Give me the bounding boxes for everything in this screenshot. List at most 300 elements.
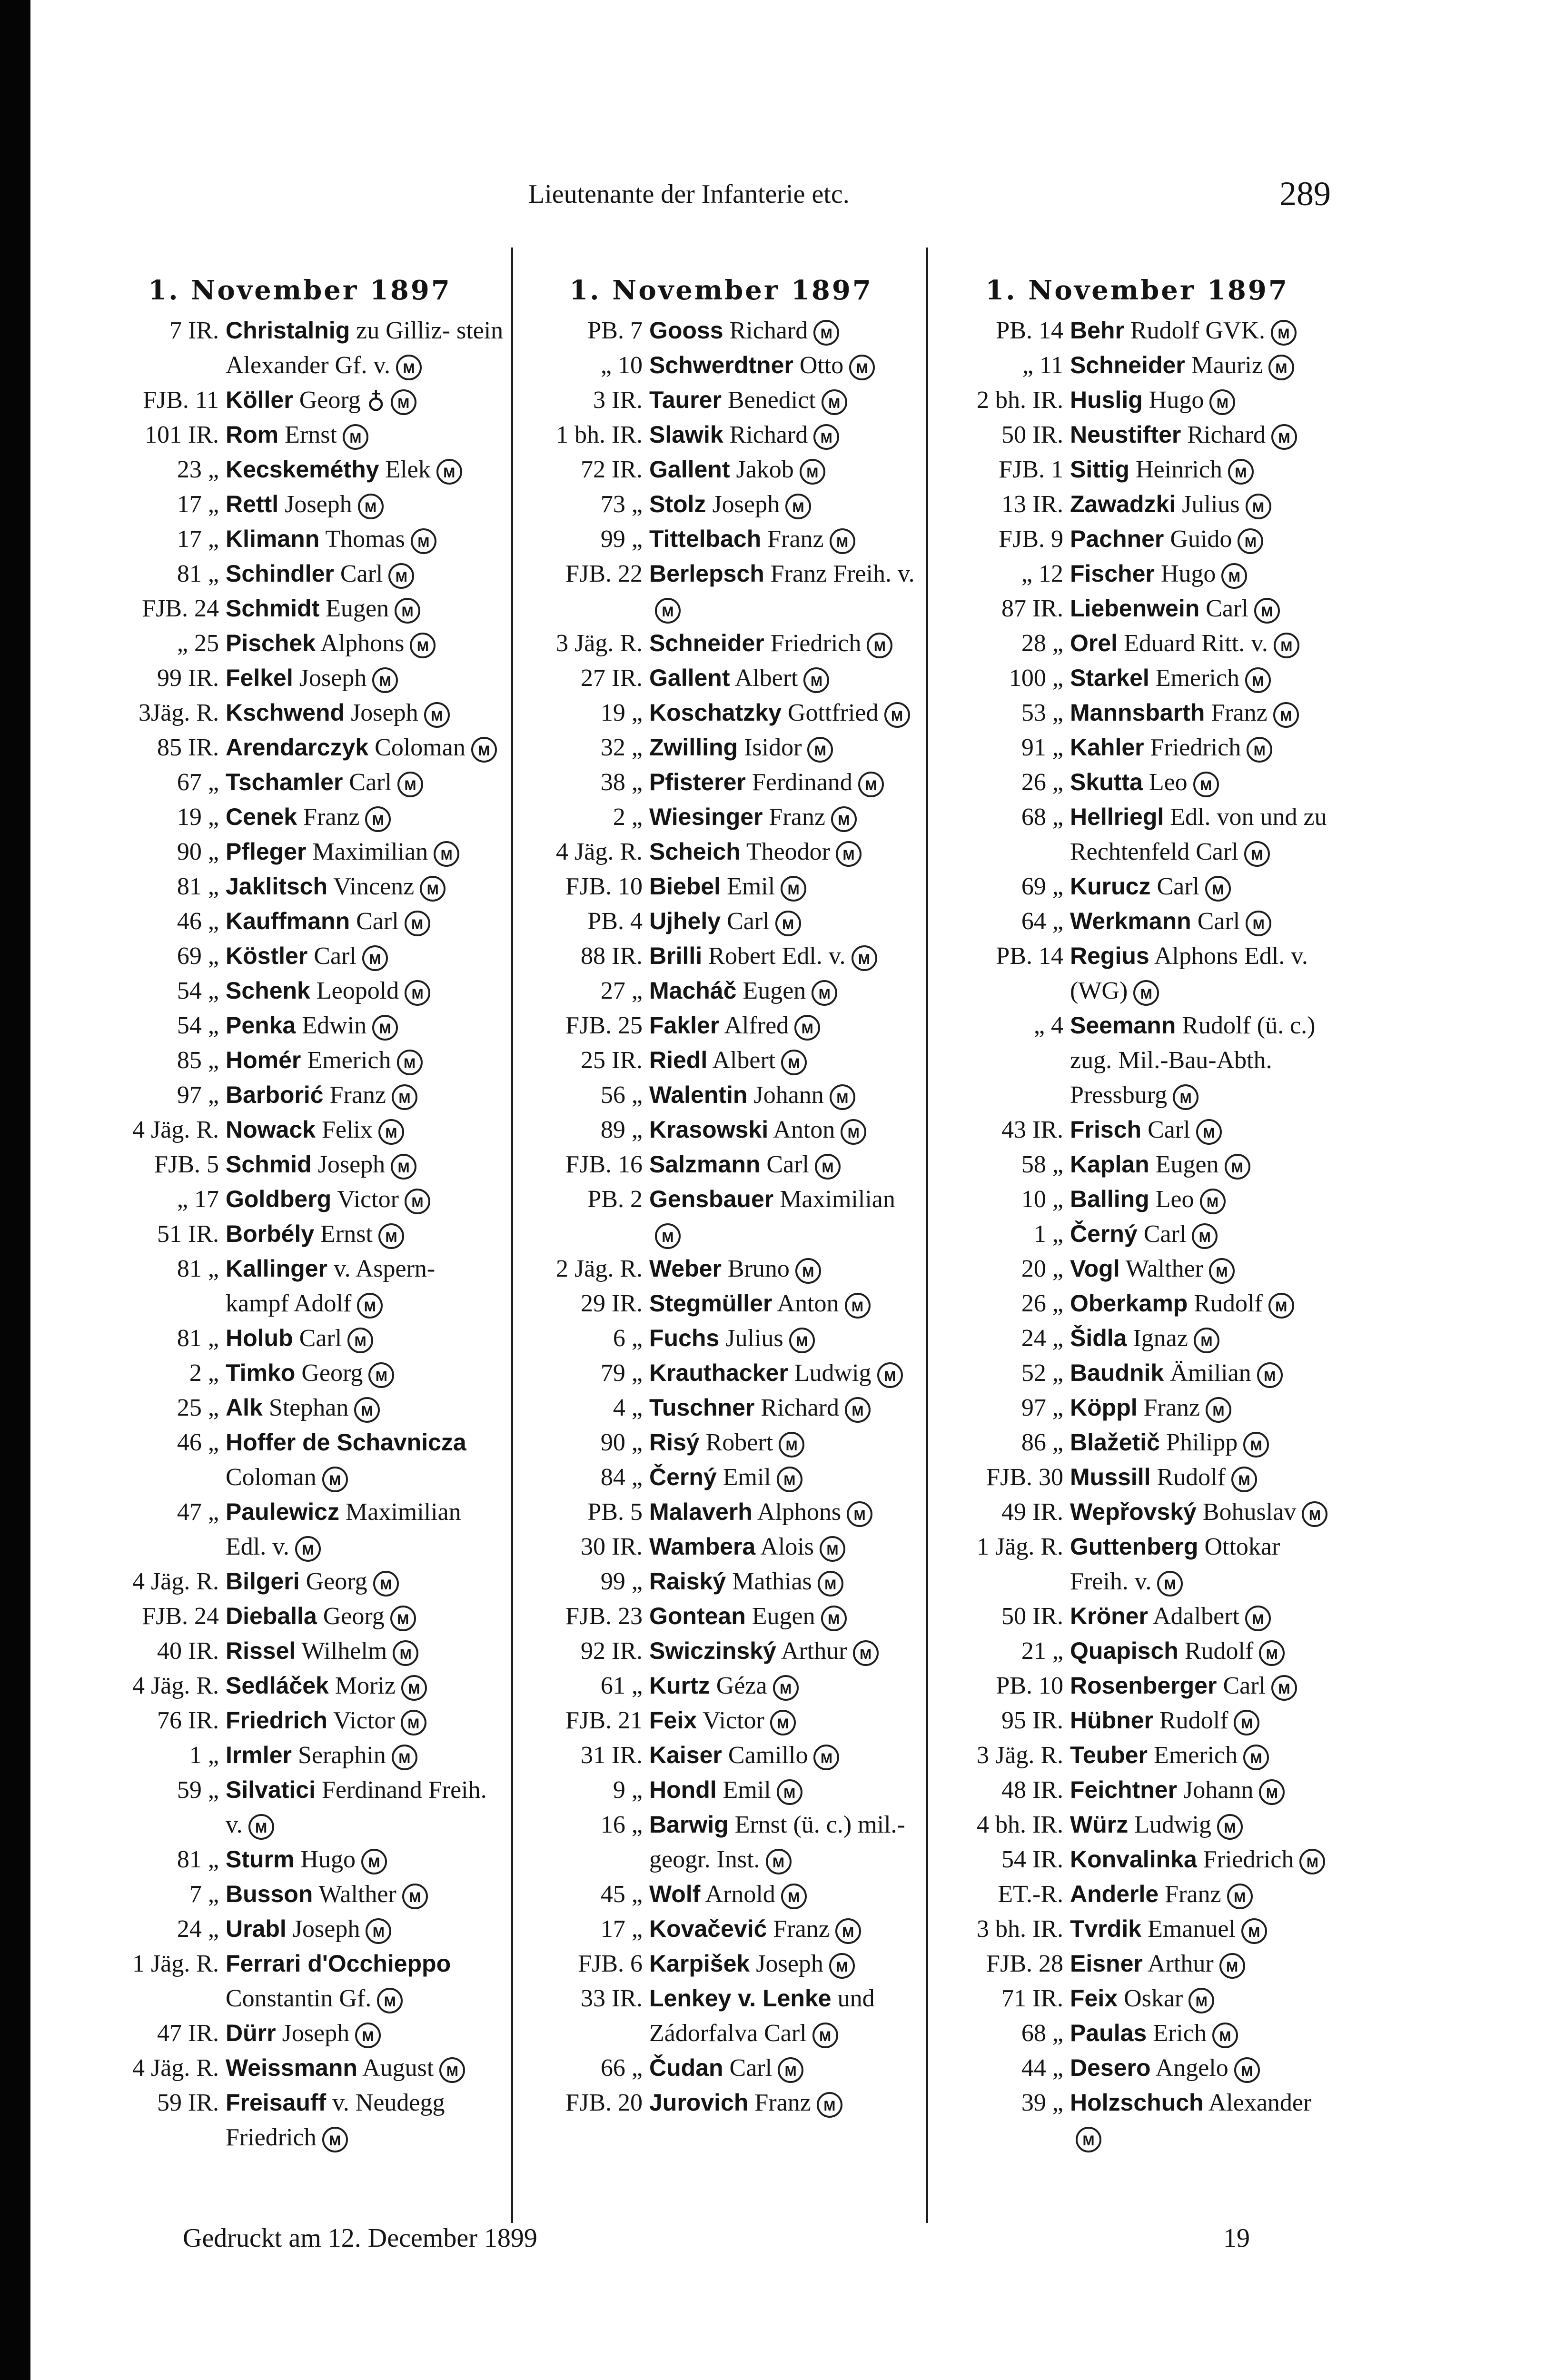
unit-label: 1 Jäg. R. <box>132 1950 219 1977</box>
surname: Weber <box>649 1255 722 1282</box>
merit-badge-icon: M <box>835 1918 861 1944</box>
merit-badge-icon: M <box>401 1675 427 1701</box>
merit-badge-icon: M <box>322 1467 348 1492</box>
merit-badge-icon: M <box>829 1953 855 1979</box>
merit-badge-icon: M <box>1271 320 1297 346</box>
list-item <box>519 1008 923 1043</box>
given-name: August <box>362 2054 434 2082</box>
list-item <box>95 1390 505 1425</box>
given-name: Richard <box>729 421 808 448</box>
merit-badge-icon: M <box>1234 1710 1259 1735</box>
merit-badge-icon: M <box>789 1328 815 1353</box>
list-item <box>95 834 505 869</box>
given-name: Friedrich <box>1203 1846 1294 1873</box>
merit-badge-icon: M <box>795 1258 821 1284</box>
list-item <box>935 904 1339 939</box>
entry-text <box>226 904 505 939</box>
column-heading: 1. November 1897 <box>569 275 873 306</box>
merit-badge-icon: M <box>368 1362 394 1388</box>
list-item <box>519 1599 923 1634</box>
list-item <box>95 695 505 730</box>
merit-badge-icon: M <box>813 320 839 346</box>
surname: Stolz <box>649 491 706 517</box>
list-item <box>95 1078 505 1112</box>
given-name: Eugen <box>1155 1151 1219 1178</box>
given-name: Franz <box>773 1915 830 1943</box>
entry-text <box>649 939 923 973</box>
merit-badge-icon: M <box>831 806 857 832</box>
list-item <box>935 1321 1339 1356</box>
list-item <box>935 730 1339 765</box>
list-item <box>519 1460 923 1495</box>
merit-badge-icon: M <box>1302 1501 1327 1527</box>
unit-label: 4 Jäg. R. <box>556 838 643 865</box>
list-item <box>935 487 1339 522</box>
given-name: Carl <box>1157 873 1199 900</box>
list-item <box>95 765 505 800</box>
unit-label: 91 „ <box>1021 734 1063 761</box>
unit-label: 87 IR. <box>1001 595 1063 622</box>
list-item <box>519 1286 923 1321</box>
entry-text <box>1070 1321 1339 1356</box>
list-item <box>519 1981 923 2051</box>
unit-label: 49 IR. <box>1001 1498 1063 1526</box>
surname: Taurer <box>649 387 722 413</box>
surname: Sittig <box>1070 456 1129 483</box>
surname: Koschatzky <box>649 699 782 726</box>
given-name: Alphons <box>757 1498 842 1526</box>
list-item <box>519 1912 923 1946</box>
merit-badge-icon: M <box>436 459 462 485</box>
entry-text <box>649 834 923 869</box>
surname: Šidla <box>1070 1325 1127 1351</box>
list-item <box>95 1773 505 1842</box>
merit-badge-icon: M <box>1244 841 1270 867</box>
unit-label: 30 IR. <box>581 1533 643 1560</box>
list-item <box>935 1773 1339 1807</box>
unit-label: 97 „ <box>177 1081 219 1109</box>
unit-label: 4 Jäg. R. <box>132 1568 219 1595</box>
list-item <box>95 2085 505 2155</box>
entry-text <box>1070 2085 1339 2155</box>
entry-text <box>226 417 505 452</box>
given-name: Vincenz <box>333 873 415 900</box>
surname: Hondl <box>649 1776 717 1803</box>
merit-badge-icon: M <box>1247 737 1272 763</box>
unit-label: 24 „ <box>1021 1325 1063 1352</box>
given-name: Ernst <box>320 1220 373 1248</box>
unit-label: PB. 14 <box>996 317 1063 344</box>
given-name: Eugen <box>752 1603 815 1630</box>
merit-badge-icon: M <box>1271 1675 1297 1701</box>
merit-badge-icon: M <box>402 1884 428 1909</box>
unit-label: „ 10 <box>600 352 643 379</box>
merit-badge-icon: M <box>401 1710 426 1735</box>
list-item <box>519 1668 923 1703</box>
entry-text <box>649 1668 923 1703</box>
unit-label: 56 „ <box>600 1081 643 1109</box>
merit-badge-icon: M <box>1245 667 1271 693</box>
entry-text <box>226 1773 505 1842</box>
given-name: Emanuel <box>1148 1915 1236 1943</box>
entry-text <box>649 800 923 834</box>
entry-text <box>226 1008 505 1043</box>
unit-label: 1 „ <box>189 1742 219 1769</box>
given-name: Isidor <box>744 734 802 761</box>
entry-text <box>649 1147 923 1182</box>
scan-edge-bar <box>0 0 30 2380</box>
entry-text <box>649 522 923 556</box>
given-name: Géza <box>716 1672 767 1699</box>
merit-badge-icon: M <box>1271 424 1297 450</box>
list-item <box>935 313 1339 348</box>
given-name: Franz <box>1165 1881 1221 1908</box>
surname: Guttenberg <box>1070 1533 1198 1560</box>
given-name: Felix <box>321 1116 373 1143</box>
unit-label: 50 IR. <box>1001 421 1063 448</box>
list-item <box>935 1008 1339 1112</box>
merit-badge-icon: M <box>853 1640 879 1666</box>
merit-badge-icon: M <box>366 1918 391 1944</box>
unit-label: 81 „ <box>177 1325 219 1352</box>
merit-badge-icon: M <box>361 1849 387 1874</box>
entry-text <box>1070 1495 1339 1529</box>
entry-text <box>649 1703 923 1738</box>
entry-text <box>226 591 505 626</box>
unit-label: 73 „ <box>600 491 643 518</box>
unit-label: 85 „ <box>177 1047 219 1074</box>
list-item <box>519 1495 923 1529</box>
merit-badge-icon: M <box>877 1362 903 1388</box>
list-item <box>95 1842 505 1877</box>
list-item <box>519 1251 923 1286</box>
unit-label: 45 „ <box>600 1881 643 1908</box>
merit-badge-icon: M <box>820 1536 845 1562</box>
merit-badge-icon: M <box>372 667 398 693</box>
given-name: Anton <box>773 1116 835 1143</box>
list-item <box>95 1008 505 1043</box>
unit-label: 6 „ <box>613 1325 643 1352</box>
entry-text <box>226 1634 505 1668</box>
list-item <box>519 2085 923 2120</box>
given-name: Joseph <box>317 1151 386 1178</box>
surname: Anderle <box>1070 1881 1159 1907</box>
merit-badge-icon: M <box>773 1675 799 1701</box>
merit-badge-icon: M <box>1205 876 1231 902</box>
entry-text <box>649 1251 923 1286</box>
surname: Cenek <box>226 803 297 830</box>
surname: Würz <box>1070 1811 1129 1838</box>
unit-label: 81 „ <box>177 560 219 587</box>
unit-label: 3 bh. IR. <box>977 1915 1063 1943</box>
merit-badge-icon: M <box>322 2127 348 2152</box>
list-item <box>935 661 1339 695</box>
entry-text <box>649 2085 923 2120</box>
entry-text <box>1070 765 1339 800</box>
merit-badge-icon: M <box>775 911 801 936</box>
unit-label: FJB. 20 <box>565 2089 643 2116</box>
unit-label: PB. 4 <box>587 908 643 935</box>
unit-label: 68 „ <box>1021 803 1063 831</box>
merit-badge-icon: M <box>785 494 811 519</box>
entry-text <box>226 730 505 765</box>
list-item <box>95 869 505 904</box>
given-name: Carl <box>729 2054 772 2082</box>
given-name: Ludwig <box>794 1359 872 1387</box>
unit-label: 88 IR. <box>581 942 643 970</box>
list-item <box>95 1946 505 2016</box>
given-name: Franz <box>303 803 360 831</box>
entry-text <box>1070 661 1339 695</box>
given-name: Constantin Gf. <box>226 1985 372 2012</box>
given-name: Carl <box>299 1325 342 1352</box>
merit-badge-icon: M <box>1133 980 1159 1006</box>
given-name: Alfred <box>724 1012 789 1039</box>
unit-label: 32 „ <box>600 734 643 761</box>
entry-text <box>226 313 505 383</box>
merit-badge-icon: M <box>434 841 459 867</box>
entry-text <box>1070 730 1339 765</box>
unit-label: 81 „ <box>177 1255 219 1282</box>
unit-label: 19 „ <box>177 803 219 831</box>
list-item <box>95 1634 505 1668</box>
unit-label: 46 „ <box>177 908 219 935</box>
merit-badge-icon: M <box>807 737 833 763</box>
entry-text <box>226 1599 505 1634</box>
entry-text <box>649 1529 923 1564</box>
merit-badge-icon: M <box>471 737 497 763</box>
entry-text <box>1070 1912 1339 1946</box>
list-item <box>519 1182 923 1251</box>
page-number: 289 <box>1279 175 1331 213</box>
surname: Wepřovský <box>1070 1498 1197 1525</box>
merit-badge-icon: M <box>1273 702 1299 728</box>
given-name: Ämilian <box>1170 1359 1251 1387</box>
surname: Brilli <box>649 942 703 969</box>
merit-badge-icon: M <box>343 424 368 450</box>
entry-text <box>1070 383 1339 417</box>
entry-text <box>226 1043 505 1078</box>
list-item <box>935 1495 1339 1529</box>
merit-badge-icon: M <box>378 1119 404 1145</box>
entry-text <box>226 1390 505 1425</box>
list-item <box>935 1738 1339 1773</box>
merit-badge-icon: M <box>1238 528 1263 554</box>
unit-label: 76 IR. <box>157 1707 219 1734</box>
unit-label: FJB. 11 <box>143 387 219 414</box>
list-item <box>935 765 1339 800</box>
merit-badge-icon: M <box>1227 1884 1253 1909</box>
entry-text <box>226 973 505 1008</box>
list-item <box>519 973 923 1008</box>
unit-label: 13 IR. <box>1001 491 1063 518</box>
surname: Busson <box>226 1881 313 1907</box>
surname: Baudnik <box>1070 1359 1164 1386</box>
merit-badge-icon: M <box>1221 563 1247 589</box>
given-name: Anton <box>777 1290 839 1317</box>
surname: Desero <box>1070 2054 1151 2081</box>
list-item <box>95 800 505 834</box>
given-name: Franz Freih. v. <box>770 560 915 587</box>
given-name: Coloman <box>226 1464 317 1491</box>
surname: Swiczinský <box>649 1637 776 1664</box>
merit-badge-icon: M <box>1188 1988 1214 2013</box>
given-name: Robert Edl. v. <box>708 942 846 970</box>
entry-text <box>226 1877 505 1912</box>
surname: Riedl <box>649 1047 708 1073</box>
surname: Černý <box>649 1464 717 1490</box>
surname: Sturm <box>226 1846 295 1873</box>
surname: Köller <box>226 387 293 413</box>
entry-text <box>649 1390 923 1425</box>
list-item <box>519 834 923 869</box>
unit-label: PB. 10 <box>996 1672 1063 1699</box>
merit-badge-icon: M <box>1209 389 1235 415</box>
unit-label: 2 bh. IR. <box>977 387 1063 414</box>
given-name: Otto <box>799 352 844 379</box>
list-item <box>519 1078 923 1112</box>
list-item <box>935 1460 1339 1495</box>
surname: Schwerdtner <box>649 352 793 378</box>
surname: Borbély <box>226 1220 315 1247</box>
merit-badge-icon: M <box>821 1606 847 1631</box>
surname: Pfisterer <box>649 769 746 795</box>
surname: Krasowski <box>649 1116 769 1143</box>
list-item <box>95 522 505 556</box>
surname: Čudan <box>649 2054 723 2081</box>
unit-label: FJB. 1 <box>999 456 1063 483</box>
list-item <box>519 1147 923 1182</box>
entry-text <box>226 1842 505 1877</box>
merit-badge-icon: M <box>1200 1189 1226 1214</box>
surname: Eisner <box>1070 1950 1143 1977</box>
unit-label: FJB. 30 <box>986 1464 1063 1491</box>
entry-text <box>649 904 923 939</box>
list-item <box>519 2051 923 2085</box>
entry-text <box>226 487 505 522</box>
merit-badge-icon: M <box>655 598 681 624</box>
surname: Christalnig <box>226 317 350 344</box>
unit-label: 99 „ <box>600 1568 643 1595</box>
entry-text <box>226 2051 505 2085</box>
merit-badge-icon: M <box>392 1084 417 1110</box>
entry-text <box>649 1807 923 1877</box>
surname: Köstler <box>226 942 308 969</box>
entry-text <box>649 556 923 626</box>
given-name: Moriz <box>335 1672 396 1699</box>
merit-badge-icon: M <box>1196 1119 1222 1145</box>
unit-label: 44 „ <box>1021 2054 1063 2082</box>
surname: Alk <box>226 1394 263 1421</box>
given-name: Oskar <box>1124 1985 1183 2012</box>
merit-badge-icon: M <box>1254 598 1280 624</box>
list-item <box>519 800 923 834</box>
unit-label: 85 IR. <box>157 734 219 761</box>
given-name: Rudolf <box>1184 1637 1254 1665</box>
merit-badge-icon: M <box>1225 1154 1250 1180</box>
merit-badge-icon: M <box>391 1154 416 1180</box>
given-name: Emil <box>727 873 775 900</box>
surname: Zawadzki <box>1070 491 1176 517</box>
unit-label: 69 „ <box>177 942 219 970</box>
column-rule <box>511 248 513 2223</box>
entry-text <box>649 626 923 661</box>
merit-badge-icon: M <box>397 1050 423 1075</box>
entry-text <box>649 1738 923 1773</box>
entry-text <box>1070 1112 1339 1147</box>
list-item <box>935 383 1339 417</box>
unit-label: FJB. 5 <box>154 1151 219 1178</box>
entry-text <box>226 1425 505 1495</box>
list-item <box>519 556 923 626</box>
entry-text <box>226 695 505 730</box>
surname: Ferrari d'Occhieppo <box>226 1950 451 1977</box>
given-name: Richard <box>1187 421 1266 448</box>
list-item <box>935 522 1339 556</box>
surname: Goldberg <box>226 1186 332 1212</box>
unit-label: FJB. 9 <box>999 526 1063 553</box>
entry-text <box>649 1008 923 1043</box>
surname: Pfleger <box>226 838 307 865</box>
unit-label: FJB. 23 <box>565 1603 643 1630</box>
list-item <box>95 1112 505 1147</box>
list-item <box>95 1321 505 1356</box>
entry-text <box>1070 1877 1339 1912</box>
given-name: Ottokar Freih. v. <box>1070 1533 1280 1595</box>
given-name: Johann <box>1183 1776 1254 1804</box>
given-name: Carl <box>766 1151 809 1178</box>
given-name: Friedrich <box>1150 734 1241 761</box>
list-item <box>935 939 1339 1008</box>
list-item <box>519 904 923 939</box>
unit-label: 16 „ <box>600 1811 643 1838</box>
unit-label: 10 „ <box>1021 1186 1063 1213</box>
surname: Liebenwein <box>1070 595 1200 622</box>
merit-badge-icon: M <box>845 1397 871 1423</box>
given-name: Ferdinand <box>752 769 852 796</box>
given-name: Rudolf <box>1159 1707 1228 1734</box>
given-name: Georg <box>323 1603 385 1630</box>
merit-badge-icon: M <box>388 563 414 589</box>
given-name: Franz <box>1211 699 1268 726</box>
list-item <box>95 1738 505 1773</box>
entry-text <box>226 1668 505 1703</box>
given-name: Ernst <box>285 421 337 448</box>
entry-text <box>649 973 923 1008</box>
entry-text <box>226 452 505 487</box>
entry-text <box>1070 1182 1339 1217</box>
given-name: Alexander <box>1208 2089 1312 2116</box>
unit-label: 71 IR. <box>1001 1985 1063 2012</box>
given-name: und Zádorfalva Carl <box>649 1985 875 2047</box>
unit-label: 3 Jäg. R. <box>977 1742 1063 1769</box>
list-item <box>95 1425 505 1495</box>
surname: Hoffer de Schavnicza <box>226 1429 466 1456</box>
list-item <box>95 1912 505 1946</box>
given-name: Joseph <box>756 1950 823 1977</box>
entry-text <box>649 1112 923 1147</box>
entry-text <box>1070 800 1339 869</box>
surname: Arendarczyk <box>226 734 369 761</box>
merit-badge-icon: M <box>845 1293 871 1319</box>
entry-text <box>226 1946 505 2016</box>
list-item <box>519 1321 923 1356</box>
entry-text <box>649 1773 923 1807</box>
unit-label: 69 „ <box>1021 873 1063 900</box>
unit-label: FJB. 6 <box>578 1950 643 1977</box>
merit-badge-icon: M <box>1243 1745 1269 1770</box>
given-name: Edl. von und zu Rechtenfeld Carl <box>1070 803 1327 865</box>
